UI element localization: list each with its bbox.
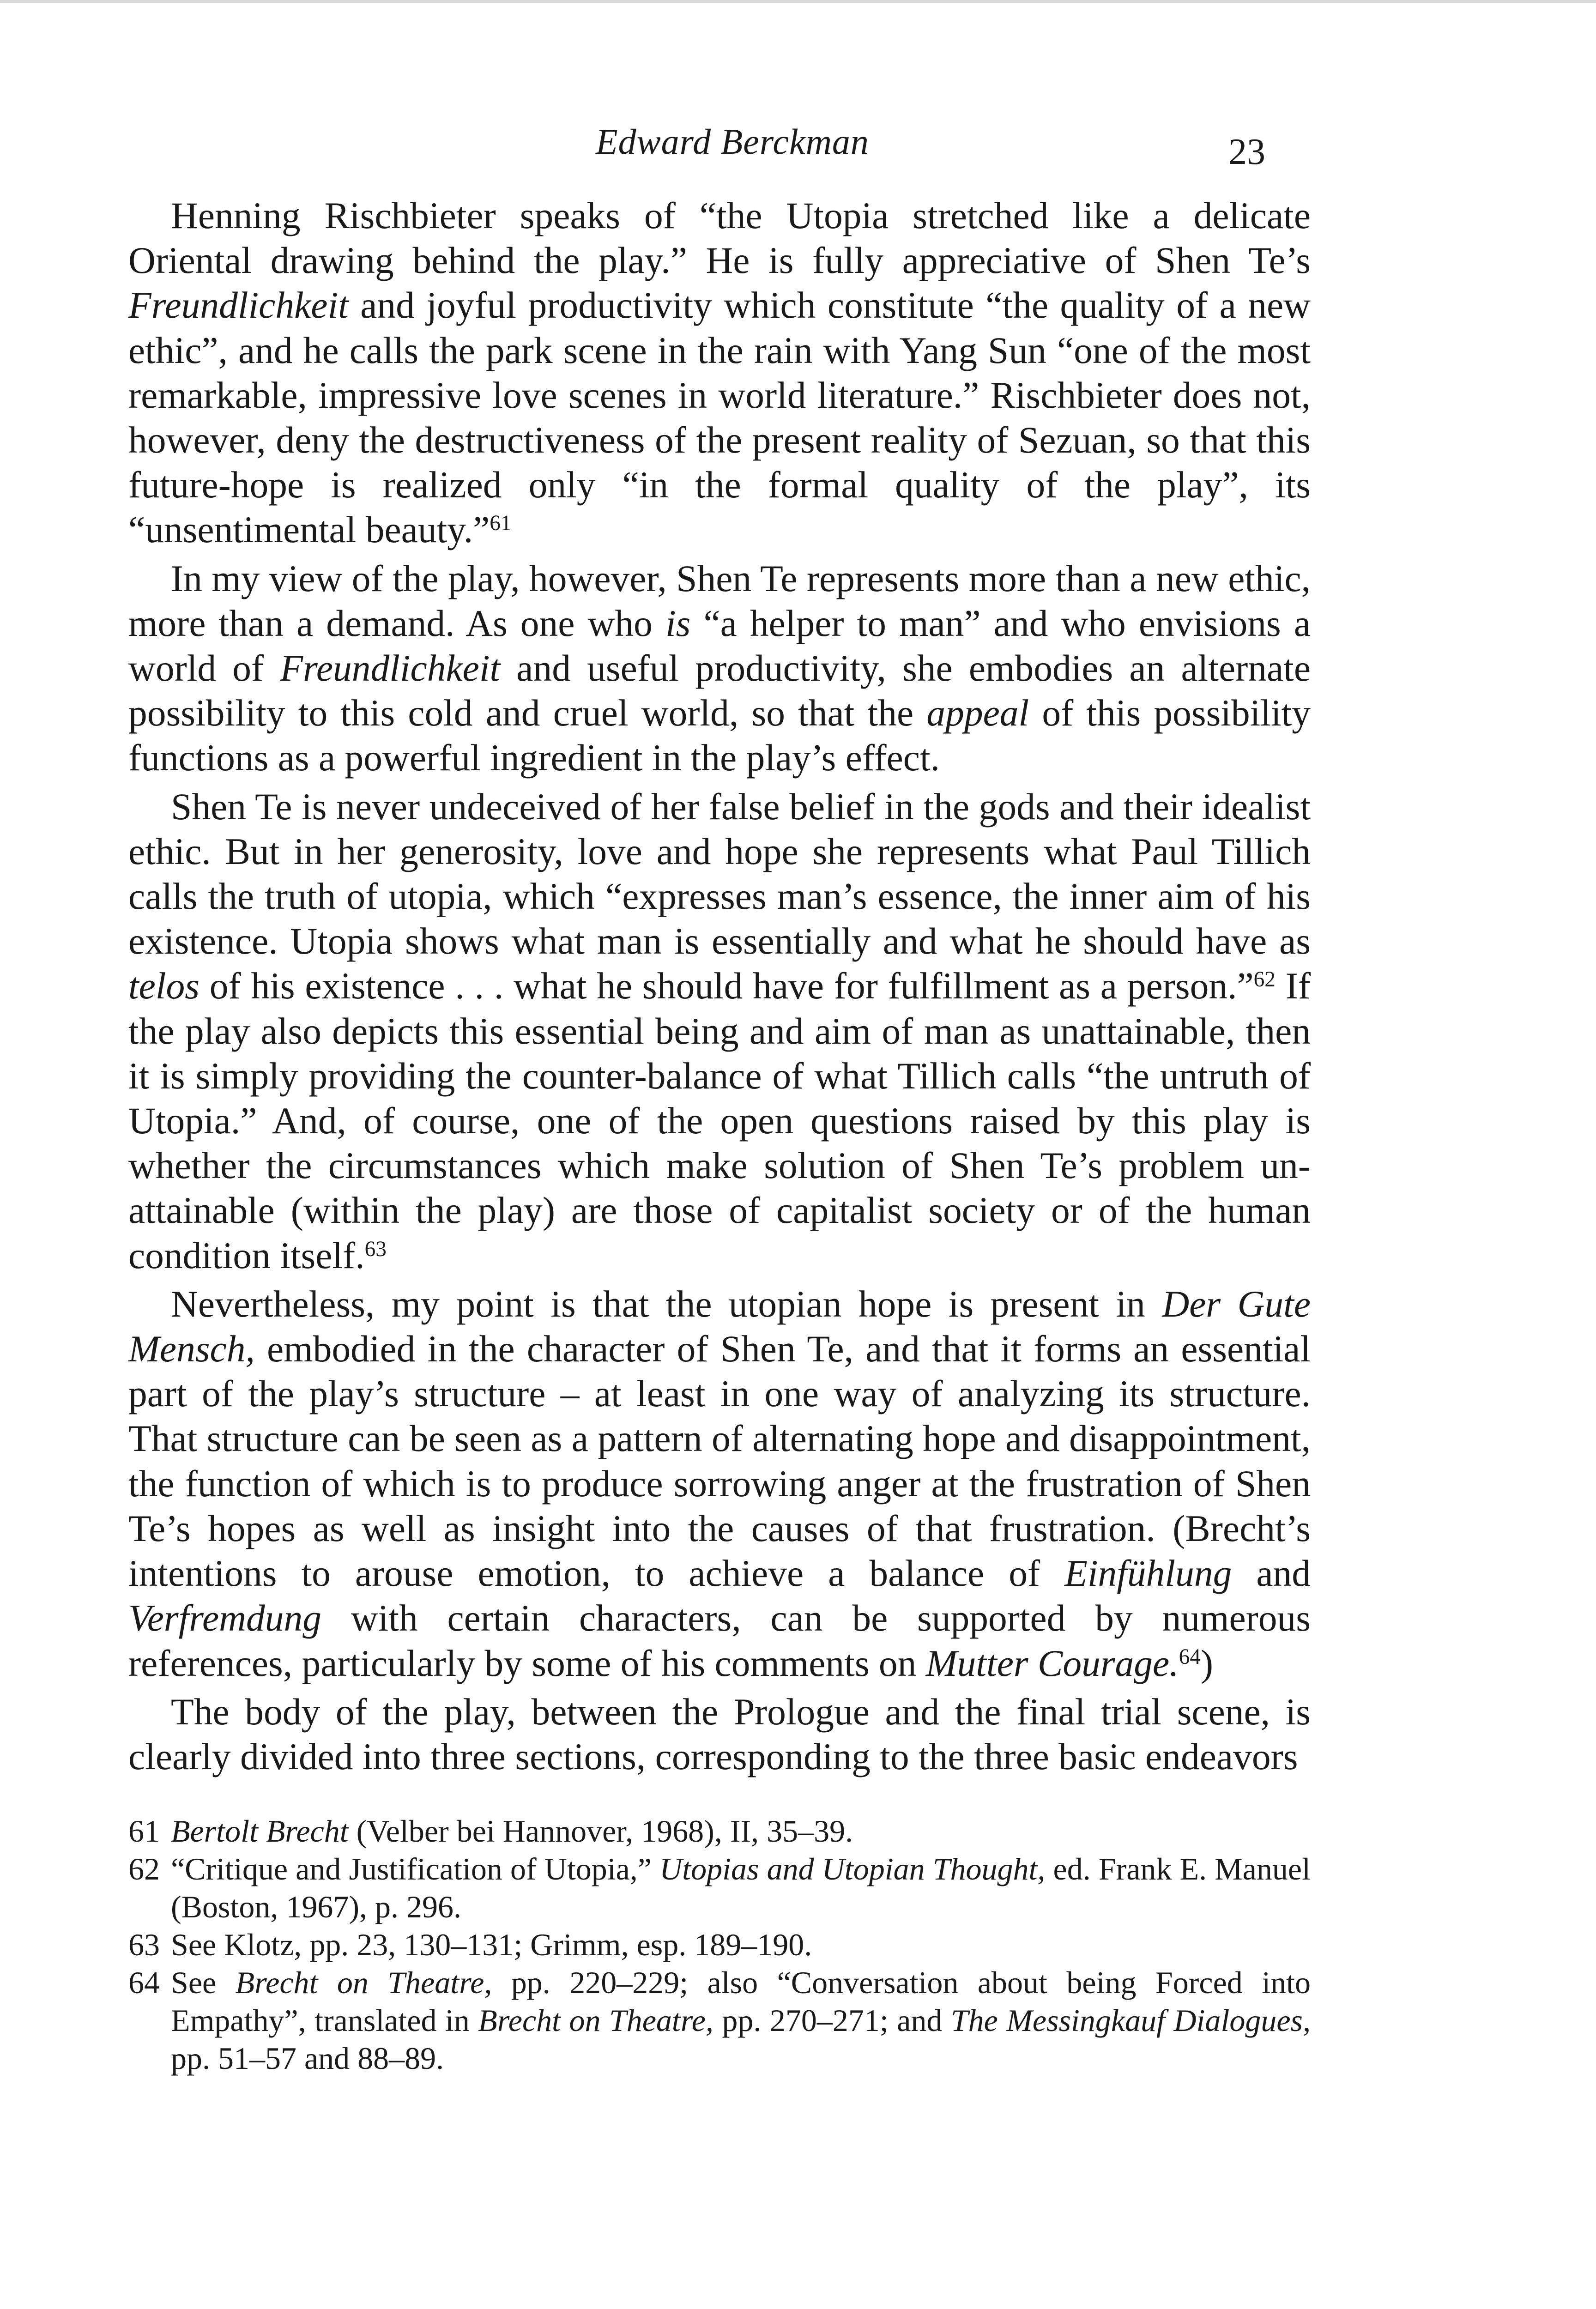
italic-text: The Messingkauf Dialogues,: [950, 2003, 1311, 2038]
paragraph: [128, 556, 1311, 780]
text-run: pp. 270–271; and: [713, 2003, 951, 2038]
footnote: [128, 1926, 1311, 1964]
body-text: [128, 193, 1311, 1783]
text-run: ): [1200, 1642, 1214, 1684]
text-run: embodied in the character of Shen Te, and that it forms an essential part of the play’s structure – at least in one way of analyzing its structure. That structure can be seen as a pattern of alternating hope and disappointment, the function of which is to produce sorrowing anger at the frustration of Shen Te’s hopes as well as insight into the causes of that frustration. (Brecht’s intentions to arouse emotion, to achieve a balance of: [128, 1328, 1311, 1595]
paragraph: [128, 1689, 1311, 1779]
note-reference: 61: [490, 511, 512, 536]
page-number: 23: [1228, 132, 1265, 172]
text-run: and joyful productivity which constitute “the quality of a new ethic”, and he calls the park scene in the rain with Yang Sun “one of the most remarkable, impressive love scenes in world literature.” Rischbieter does not, however, deny the destructiveness of the present reality of Sezuan, so that this future-hope is realized only “in the formal quality of the play”, its “unsentimental beauty.”: [128, 284, 1311, 551]
italic-text: Utopias and Utopian Thought,: [659, 1851, 1046, 1886]
text-run: The body of the play, between the Prologue and the final trial scene, is clearly divided into three sections, corresponding to the three basic endeavors: [128, 1690, 1311, 1777]
text-run: pp. 220–229; also “Conversation about being Forced into Empathy”, translated in: [171, 1965, 1311, 2038]
italic-text: appeal: [926, 692, 1029, 734]
top-edge-rule: [0, 0, 1596, 3]
footnote: [128, 1812, 1311, 1850]
text-run: See Klotz, pp. 23, 130–131; Grimm, esp. 189–190.: [171, 1927, 812, 1962]
text-run: “a helper to man” and who envisions a world of: [128, 602, 1311, 689]
paragraph: [128, 1281, 1311, 1686]
footnote-number: 63: [128, 1927, 160, 1962]
running-head: [0, 121, 1596, 172]
text-run: (Velber bei Hannover, 1968), II, 35–39.: [348, 1813, 853, 1849]
note-reference: 63: [364, 1237, 387, 1261]
text-run: pp. 51–57 and 88–89.: [171, 2041, 444, 2076]
note-reference: 62: [1253, 967, 1276, 992]
footnote: [128, 1964, 1311, 2077]
footnotes: [128, 1812, 1311, 2077]
footnote-number: 61: [128, 1813, 160, 1849]
footnote-text: [171, 1813, 853, 1849]
italic-text: Freundlichkeit: [128, 284, 349, 326]
text-run: Nevertheless, my point is that the utopian hope is present in: [171, 1282, 1162, 1325]
text-run: of this possibility functions as a powerful ingredient in the play’s effect.: [128, 692, 1311, 779]
footnote-number: 62: [128, 1851, 160, 1886]
footnote-text: [171, 1965, 1311, 2076]
italic-text: Verfremdung: [128, 1597, 322, 1639]
text-run: See: [171, 1965, 236, 2000]
italic-text: is: [665, 602, 691, 644]
italic-text: Brecht on Theatre,: [235, 1965, 492, 2000]
text-run: Shen Te is never undeceived of her false belief in the gods and their idealist ethic. But in her generosity, love and hope she represents what Paul Tillich calls the truth of utopia, which “expresses man’s essence, the inner aim of his existence. Utopia shows what man is essentially and what he should have as: [128, 785, 1311, 962]
footnote-number: 64: [128, 1965, 160, 2000]
text-run: In my view of the play, however, Shen Te represents more than a new ethic, more than a demand. As one who: [128, 557, 1311, 644]
footnote: [128, 1850, 1311, 1926]
italic-text: Freundlichkeit: [280, 647, 501, 689]
italic-text: Mutter Courage.: [925, 1642, 1179, 1684]
footnote-text: [171, 1851, 1311, 1924]
italic-text: telos: [128, 965, 200, 1007]
text-run: If the play also depicts this essential being and aim of man as unattainable, then it is simply providing the counter-balance of what Tillich calls “the untruth of Utopia.” And, of course, one of the open questions raised by this play is whether the circumstances which make solution of Shen Te’s problem unattainable (within the play) are those of capitalist society or of the human condition itself.: [128, 965, 1311, 1276]
paragraph: [128, 193, 1311, 552]
running-title: Edward Berckman: [596, 121, 869, 162]
note-reference: 64: [1179, 1644, 1201, 1669]
italic-text: Einfühlung: [1064, 1552, 1232, 1595]
text-run: with certain characters, can be supported by numerous references, particularly by some of his comments on: [128, 1597, 1311, 1684]
footnote-text: [171, 1927, 812, 1962]
text-run: and: [1232, 1552, 1311, 1595]
italic-text: Bertolt Brecht: [171, 1813, 349, 1849]
italic-text: Brecht on Theatre,: [478, 2003, 713, 2038]
text-run: and useful productivity, she embodies an alternate possibility to this cold and cruel world, so that the: [128, 647, 1311, 734]
italic-text: Der Gute Mensch,: [128, 1282, 1311, 1370]
text-run: ed. Frank E. Manuel (Boston, 1967), p. 296.: [171, 1851, 1311, 1924]
text-run: “Critique and Justification of Utopia,”: [171, 1851, 660, 1886]
text-run: Henning Rischbieter speaks of “the Utopia stretched like a delicate Oriental drawing behind the play.” He is fully appreciative of Shen Te’s: [128, 194, 1311, 282]
text-run: of his existence . . . what he should have for fulfillment as a person.”: [199, 965, 1254, 1007]
paragraph: [128, 784, 1311, 1278]
